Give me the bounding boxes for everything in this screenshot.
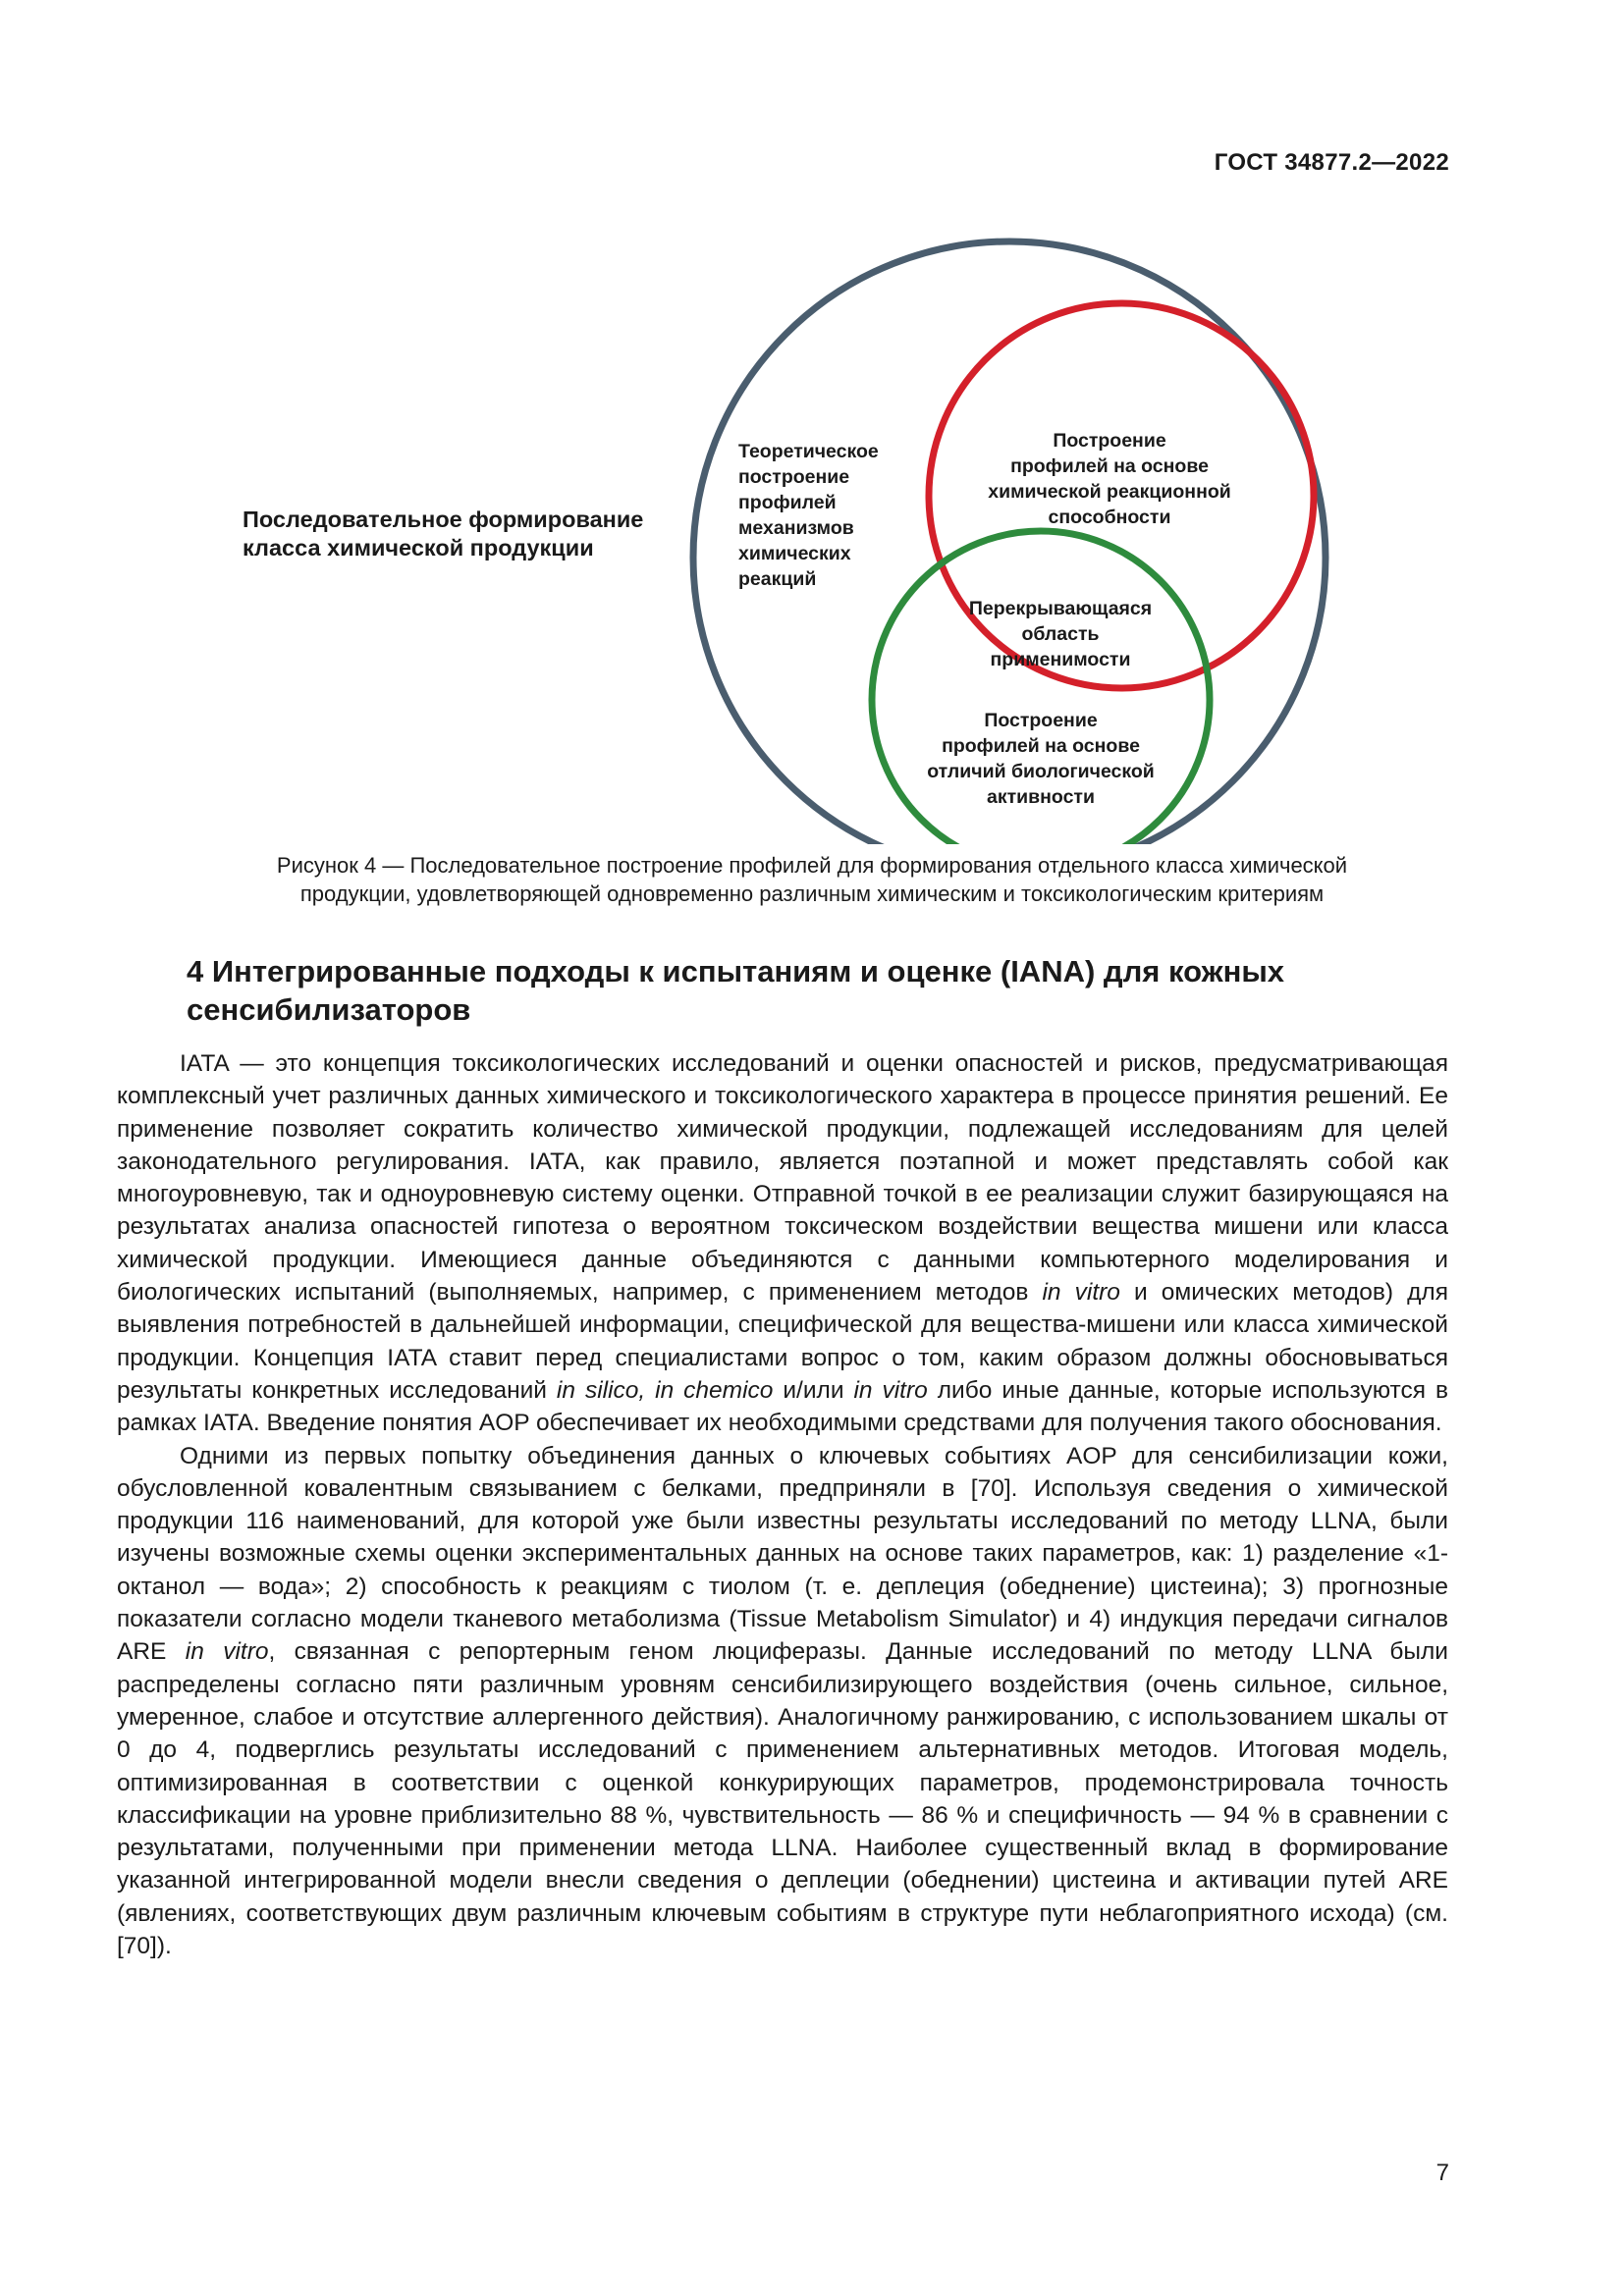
caption-line: Рисунок 4 — Последовательное построение профилей для формирования отдельного класса химической [276, 853, 1348, 878]
document-code: ГОСТ 34877.2—2022 [1214, 149, 1449, 176]
red-label-line: химической реакционной [988, 481, 1231, 503]
text-run: Одними из первых попытку объединения данных о ключевых событиях AOP для сенсибилизации кожи, обусловленной ковалентным связыванием с белками, предприняли в [70]. Используя сведения о химической продукции 116 наименований, для которой уже были известны результаты исследований по методу LLNA, были изучены возможные схемы оценки экспериментальных данных на основе таких параметров, как: 1) разделение «1-октанол — вода»; 2) способность к реакциям с тиолом (т. е. деплеция (обеднение) цистеина); 3) прогнозные показатели согласно модели тканевого метаболизма (Tissue Metabolism Simulator) и 4) индукция передачи сигналов ARE [117, 1442, 1448, 1666]
italic-run: in silico, in chemico [556, 1376, 774, 1404]
outer-label-line: реакций [738, 568, 817, 590]
section-heading [187, 952, 1453, 1029]
left-label-line: Последовательное формирование [243, 507, 644, 532]
green-label-line: профилей на основе [942, 735, 1140, 757]
overlap-label-line: применимости [990, 649, 1131, 670]
green-label [913, 708, 1168, 810]
venn-figure [0, 0, 1624, 844]
outer-label [738, 439, 879, 592]
section-heading-line: 4 Интегрированные подходы к испытаниям и оценке (IANA) для кожных [187, 954, 1285, 988]
venn-diagram [0, 0, 1624, 844]
body-text [117, 1047, 1448, 1962]
outer-label-line: профилей [738, 492, 837, 513]
outer-label-line: построение [738, 466, 850, 488]
text-run: и омических методов) для выявления потребностей в дальнейшей информации, специфической для вещества-мишени или класса химической продукции. Концепция IATA ставит перед специалистами вопрос о том, каким образом должны обосновываться результаты конкретных исследований [117, 1279, 1448, 1404]
green-label-line: активности [987, 786, 1095, 808]
outer-label-line: механизмов [738, 517, 854, 539]
page-number: 7 [1435, 2160, 1449, 2186]
italic-run: in vitro [853, 1376, 928, 1404]
red-label-line: профилей на основе [1010, 455, 1209, 477]
paragraph-1 [117, 1047, 1448, 1440]
text-run: IATA — это концепция токсикологических исследований и оценки опасностей и рисков, предусматривающая комплексный учет различных данных химического и токсикологического характера в процессе принятия решений. Ее применение позволяет сократить количество химической продукции, подлежащей исследованиям для целей законодательного регулирования. IATA, как правило, является поэтапной и может представлять собой как многоуровневую, так и одноуровневую систему оценки. Отправной точкой в ее реализации служит базирующаяся на результатах анализа опасностей гипотеза о вероятном токсическом воздействии вещества мишени или класса химической продукции. Имеющиеся данные объединяются с данными компьютерного моделирования и биологических испытаний (выполняемых, например, с применением методов [117, 1050, 1448, 1307]
green-label-line: отличий биологической [927, 761, 1155, 782]
red-label [972, 428, 1247, 530]
section-heading-line: сенсибилизаторов [187, 992, 471, 1027]
caption-line: продукции, удовлетворяющей одновременно различным химическим и токсикологическим критериям [299, 881, 1325, 906]
paragraph-2 [117, 1440, 1448, 1963]
text-run: и/или [773, 1376, 854, 1404]
outer-label-line: Теоретическое [738, 441, 879, 462]
overlap-label-line: область [1021, 623, 1100, 645]
figure-caption [137, 851, 1487, 908]
left-label-line: класса химической продукции [243, 535, 594, 561]
text-run: либо иные данные, которые используются в рамках IATA. Введение понятия AOP обеспечивает их необходимыми средствами для получения такого обоснования. [117, 1376, 1448, 1437]
green-label-line: Построение [984, 710, 1098, 731]
left-label [243, 506, 643, 562]
text-run: , связанная с репортерным геном люциферазы. Данные исследований по методу LLNA были распределены согласно пяти различным уровням сенсибилизирующего воздействия (очень сильное, сильное, умеренное, слабое и отсутствие аллергенного действия). Аналогичному ранжированию, с использованием шкалы от 0 до 4, подверглись результаты исследований с применением альтернативных методов. Итоговая модель, оптимизированная в соответствии с оценкой конкурирующих параметров, продемонстрировала точность классификации на уровне приблизительно 88 %, чувствительность — 86 % и специфичность — 94 % в сравнении с результатами, полученными при применении метода LLNA. Наиболее существенный вклад в формирование указанной интегрированной модели внесли сведения о деплеции (обеднении) цистеина и активации путей ARE (явлениях, соответствующих двум различным ключевым событиям в структуре пути неблагоприятного исхода) (см. [70]). [117, 1638, 1448, 1960]
outer-label-line: химических [738, 543, 851, 564]
red-label-line: способности [1048, 507, 1171, 528]
red-label-line: Построение [1053, 430, 1166, 452]
italic-run: in vitro [1042, 1279, 1120, 1307]
overlap-label [943, 596, 1178, 672]
overlap-label-line: Перекрывающаяся [968, 598, 1153, 619]
italic-run: in vitro [185, 1638, 269, 1666]
